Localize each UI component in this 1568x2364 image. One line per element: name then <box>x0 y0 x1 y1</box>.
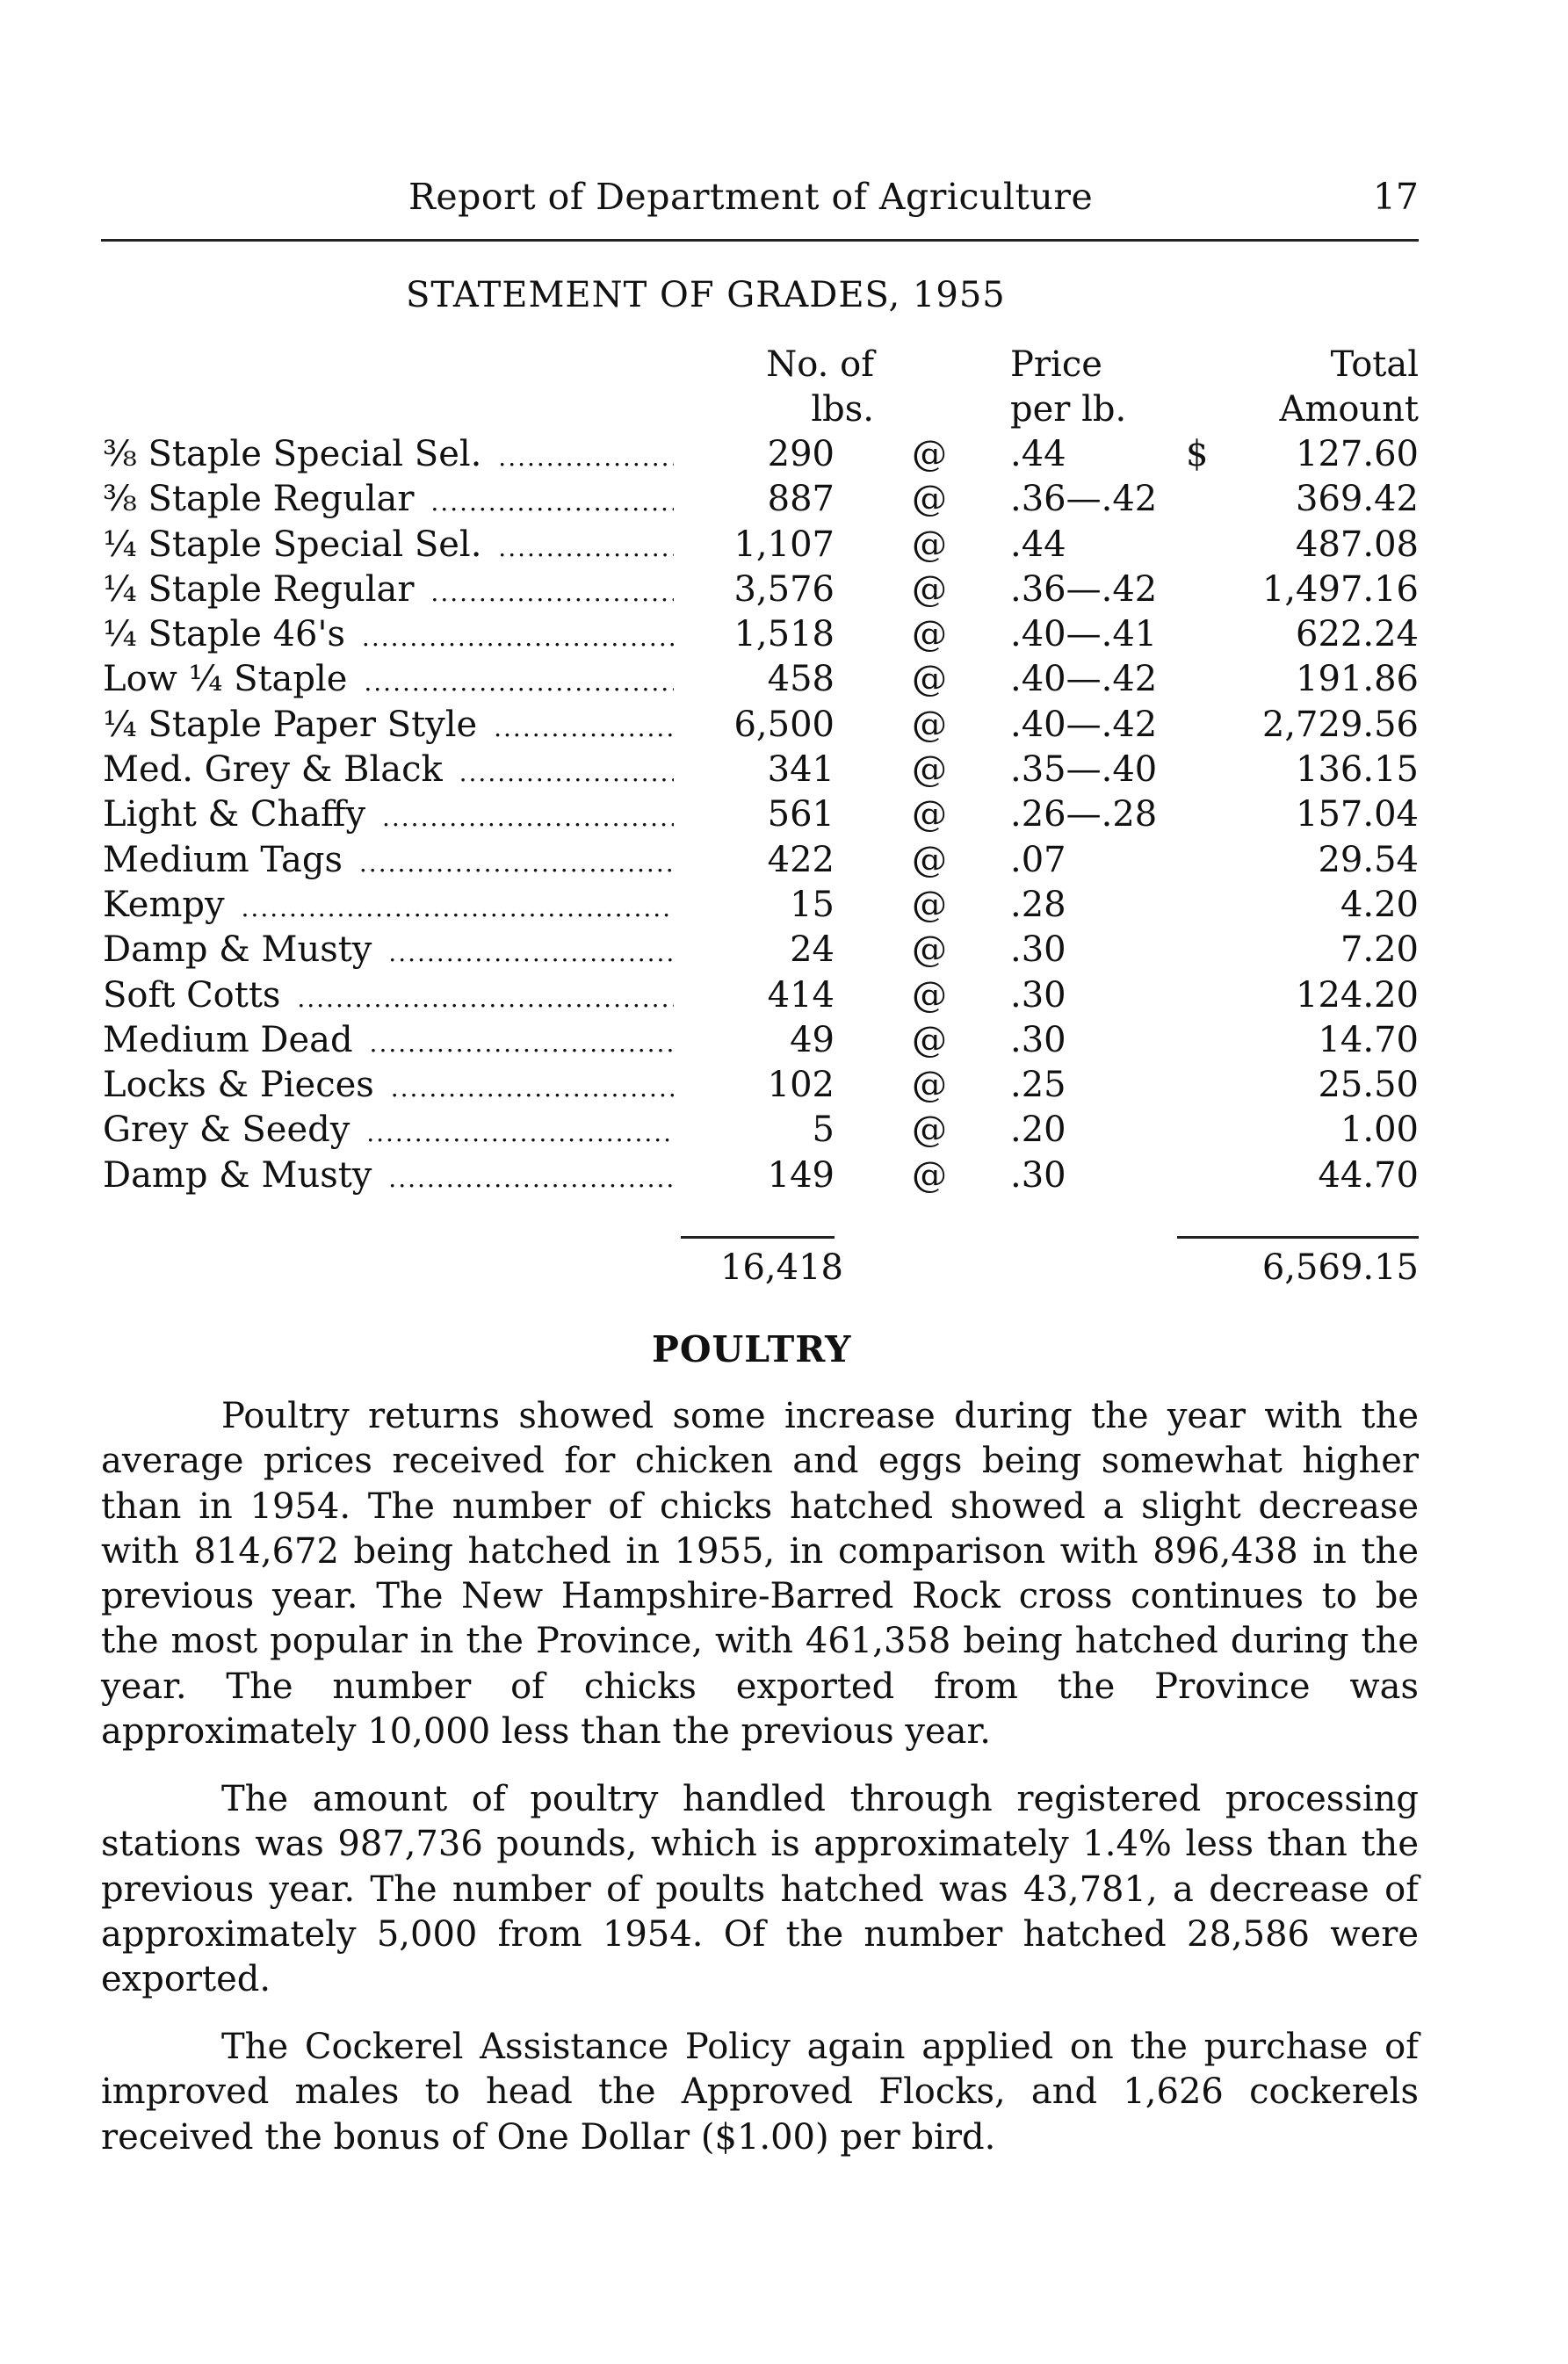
table-row <box>0 1063 1568 1108</box>
total-lbs: 16,418 <box>720 1247 843 1288</box>
grade-text: Locks & Pieces <box>103 1065 381 1105</box>
at-symbol: @ <box>912 1110 947 1151</box>
at-symbol: @ <box>912 568 947 610</box>
running-title: Report of Department of Agriculture <box>408 176 1094 218</box>
price-cell: .36—.42 <box>1010 568 1158 610</box>
paragraph <box>101 1394 1419 1754</box>
grades-table <box>0 432 1568 1198</box>
price-cell: .30 <box>1010 974 1066 1016</box>
price-cell: .40—.41 <box>1010 614 1158 655</box>
grade-text: Medium Dead <box>103 1020 360 1060</box>
at-symbol: @ <box>912 1019 947 1060</box>
total-cell: 2,729.56 <box>1261 704 1419 745</box>
at-symbol: @ <box>912 929 947 971</box>
price-cell: .30 <box>1010 929 1066 971</box>
price-cell: .07 <box>1010 839 1066 880</box>
lbs-cell: 341 <box>767 749 835 791</box>
column-header-lbs-line1: No. of <box>766 344 874 385</box>
lbs-cell: 1,518 <box>733 614 835 655</box>
paragraph <box>101 2025 1419 2160</box>
grade-text: ¼ Staple 46's <box>103 614 352 654</box>
grade-label <box>103 1063 674 1110</box>
price-cell: .30 <box>1010 1019 1066 1060</box>
at-symbol: @ <box>912 794 947 835</box>
grade-text: Soft Cotts <box>103 975 287 1016</box>
at-symbol: @ <box>912 659 947 700</box>
grade-label <box>103 792 674 840</box>
column-header-total <box>1230 343 1419 432</box>
price-cell: .28 <box>1010 884 1066 925</box>
lbs-cell: 49 <box>790 1019 835 1060</box>
paragraph-text: The Cockerel Assistance Policy again applied on the purchase of improved males to head the Approved Flocks, and 1,626 cockerels received the bonus of One Dollar ($1.00) per bird. <box>101 2027 1419 2158</box>
price-cell: .20 <box>1010 1110 1066 1151</box>
column-header-lbs <box>742 343 874 432</box>
grade-label <box>103 1108 674 1155</box>
total-cell: 369.42 <box>1296 479 1419 520</box>
table-row <box>0 1018 1568 1063</box>
price-cell: .36—.42 <box>1010 479 1158 520</box>
grade-label <box>103 973 674 1021</box>
lbs-cell: 5 <box>812 1110 835 1151</box>
lbs-cell: 1,107 <box>733 524 835 565</box>
lbs-cell: 458 <box>767 659 835 700</box>
column-header-total-line2: Amount <box>1279 389 1419 430</box>
grade-text: ¼ Staple Paper Style <box>103 705 484 745</box>
grade-label <box>103 748 674 795</box>
grade-label <box>103 703 674 750</box>
sum-rule-lbs <box>681 1236 835 1239</box>
lbs-cell: 3,576 <box>733 568 835 610</box>
at-symbol: @ <box>912 524 947 565</box>
grade-text: ¼ Staple Special Sel. <box>103 524 488 565</box>
section-heading-poultry: POULTRY <box>652 1328 852 1370</box>
at-symbol: @ <box>912 884 947 925</box>
grade-text: Kempy <box>103 885 232 925</box>
lbs-cell: 24 <box>790 929 835 971</box>
at-symbol: @ <box>912 479 947 520</box>
grade-text: Light & Chaffy <box>103 794 372 835</box>
grade-label <box>103 838 674 886</box>
total-cell: 25.50 <box>1318 1065 1419 1106</box>
table-row <box>0 703 1568 748</box>
header-rule <box>101 239 1419 242</box>
grade-label <box>103 432 674 480</box>
column-header-price-line1: Price <box>1010 344 1102 385</box>
total-cell: 14.70 <box>1318 1019 1419 1060</box>
total-cell: 44.70 <box>1318 1154 1419 1196</box>
grade-label <box>103 883 674 930</box>
grade-text: Grey & Seedy <box>103 1110 357 1150</box>
grade-text: ³⁄₈ Staple Regular <box>103 479 422 519</box>
at-symbol: @ <box>912 614 947 655</box>
grade-text: Damp & Musty <box>103 929 379 970</box>
table-row <box>0 1108 1568 1153</box>
at-symbol: @ <box>912 974 947 1016</box>
at-symbol: @ <box>912 434 947 474</box>
grade-label <box>103 612 674 660</box>
price-cell: .40—.42 <box>1010 704 1158 745</box>
table-row <box>0 568 1568 612</box>
running-header <box>101 176 1419 228</box>
at-symbol: @ <box>912 749 947 791</box>
table-row <box>0 838 1568 883</box>
grade-label <box>103 1153 674 1201</box>
total-cell: 136.15 <box>1296 749 1419 791</box>
table-row <box>0 883 1568 928</box>
grade-text: ³⁄₈ Staple Special Sel. <box>103 434 488 474</box>
price-cell: .25 <box>1010 1065 1066 1106</box>
grade-text: Med. Grey & Black <box>103 749 450 790</box>
grade-label <box>103 928 674 975</box>
table-row <box>0 657 1568 702</box>
total-amount: 6,569.15 <box>1261 1247 1419 1288</box>
total-cell: 7.20 <box>1340 929 1419 971</box>
grade-text: Damp & Musty <box>103 1155 379 1196</box>
table-row <box>0 612 1568 657</box>
total-cell: 157.04 <box>1296 794 1419 835</box>
price-cell: .30 <box>1010 1154 1066 1196</box>
lbs-cell: 102 <box>767 1065 835 1106</box>
lbs-cell: 422 <box>767 839 835 880</box>
dollar-sign: $ <box>1186 434 1209 474</box>
total-cell: 127.60 <box>1296 434 1419 474</box>
grade-label <box>103 523 674 570</box>
sum-rule-total <box>1177 1236 1419 1239</box>
column-header-total-line1: Total <box>1330 344 1419 385</box>
at-symbol: @ <box>912 1065 947 1106</box>
paragraph-text: Poultry returns showed some increase during the year with the average prices received for chicken and eggs being somewhat higher than in 1954. The number of chicks hatched showed a slight decrease with 814,672 being hatched in 1955, in comparison with 896,438 in the previous year. The New Hampshire-Barred Rock cross continues to be the most popular in the Province, with 461,358 being hatched during the year. The number of chicks exported from the Province was approximately 10,000 less than the previous year. <box>101 1396 1419 1753</box>
grade-label <box>103 1018 674 1066</box>
total-cell: 124.20 <box>1296 974 1419 1016</box>
total-cell: 1,497.16 <box>1261 568 1419 610</box>
price-cell: .44 <box>1010 524 1066 565</box>
total-cell: 29.54 <box>1318 839 1419 880</box>
lbs-cell: 414 <box>767 974 835 1016</box>
table-row <box>0 973 1568 1018</box>
table-row <box>0 523 1568 568</box>
grade-label <box>103 477 674 524</box>
total-cell: 191.86 <box>1296 659 1419 700</box>
lbs-cell: 290 <box>767 434 835 474</box>
total-cell: 487.08 <box>1296 524 1419 565</box>
table-row <box>0 792 1568 837</box>
statement-title: STATEMENT OF GRADES, 1955 <box>406 275 1006 315</box>
column-header-lbs-line2: lbs. <box>811 389 874 430</box>
table-row <box>0 748 1568 792</box>
table-row <box>0 928 1568 972</box>
price-cell: .40—.42 <box>1010 659 1158 700</box>
at-symbol: @ <box>912 839 947 880</box>
at-symbol: @ <box>912 1154 947 1196</box>
total-cell: 1.00 <box>1340 1110 1419 1151</box>
column-header-price-line2: per lb. <box>1010 389 1127 430</box>
lbs-cell: 15 <box>790 884 835 925</box>
lbs-cell: 6,500 <box>733 704 835 745</box>
price-cell: .44 <box>1010 434 1066 474</box>
page-number: 17 <box>1372 176 1419 218</box>
total-cell: 4.20 <box>1340 884 1419 925</box>
grade-text: Medium Tags <box>103 840 350 880</box>
grade-label <box>103 657 674 705</box>
at-symbol: @ <box>912 704 947 745</box>
table-row <box>0 432 1568 477</box>
lbs-cell: 561 <box>767 794 835 835</box>
grade-label <box>103 568 674 615</box>
grade-text: Low ¼ Staple <box>103 659 354 699</box>
lbs-cell: 149 <box>767 1154 835 1196</box>
paragraph-text: The amount of poultry handled through registered processing stations was 987,736 pounds, which is approximately 1.4% less than the previous year. The number of poults hatched was 43,781, a decrease of approximately 5,000 from 1954. Of the number hatched 28,586 were exported. <box>101 1779 1419 2000</box>
paragraph <box>101 1777 1419 2002</box>
table-row <box>0 1153 1568 1198</box>
total-cell: 622.24 <box>1296 614 1419 655</box>
table-row <box>0 477 1568 522</box>
grade-text: ¼ Staple Regular <box>103 569 422 610</box>
column-header-price <box>1010 343 1186 432</box>
price-cell: .26—.28 <box>1010 794 1158 835</box>
price-cell: .35—.40 <box>1010 749 1158 791</box>
lbs-cell: 887 <box>767 479 835 520</box>
